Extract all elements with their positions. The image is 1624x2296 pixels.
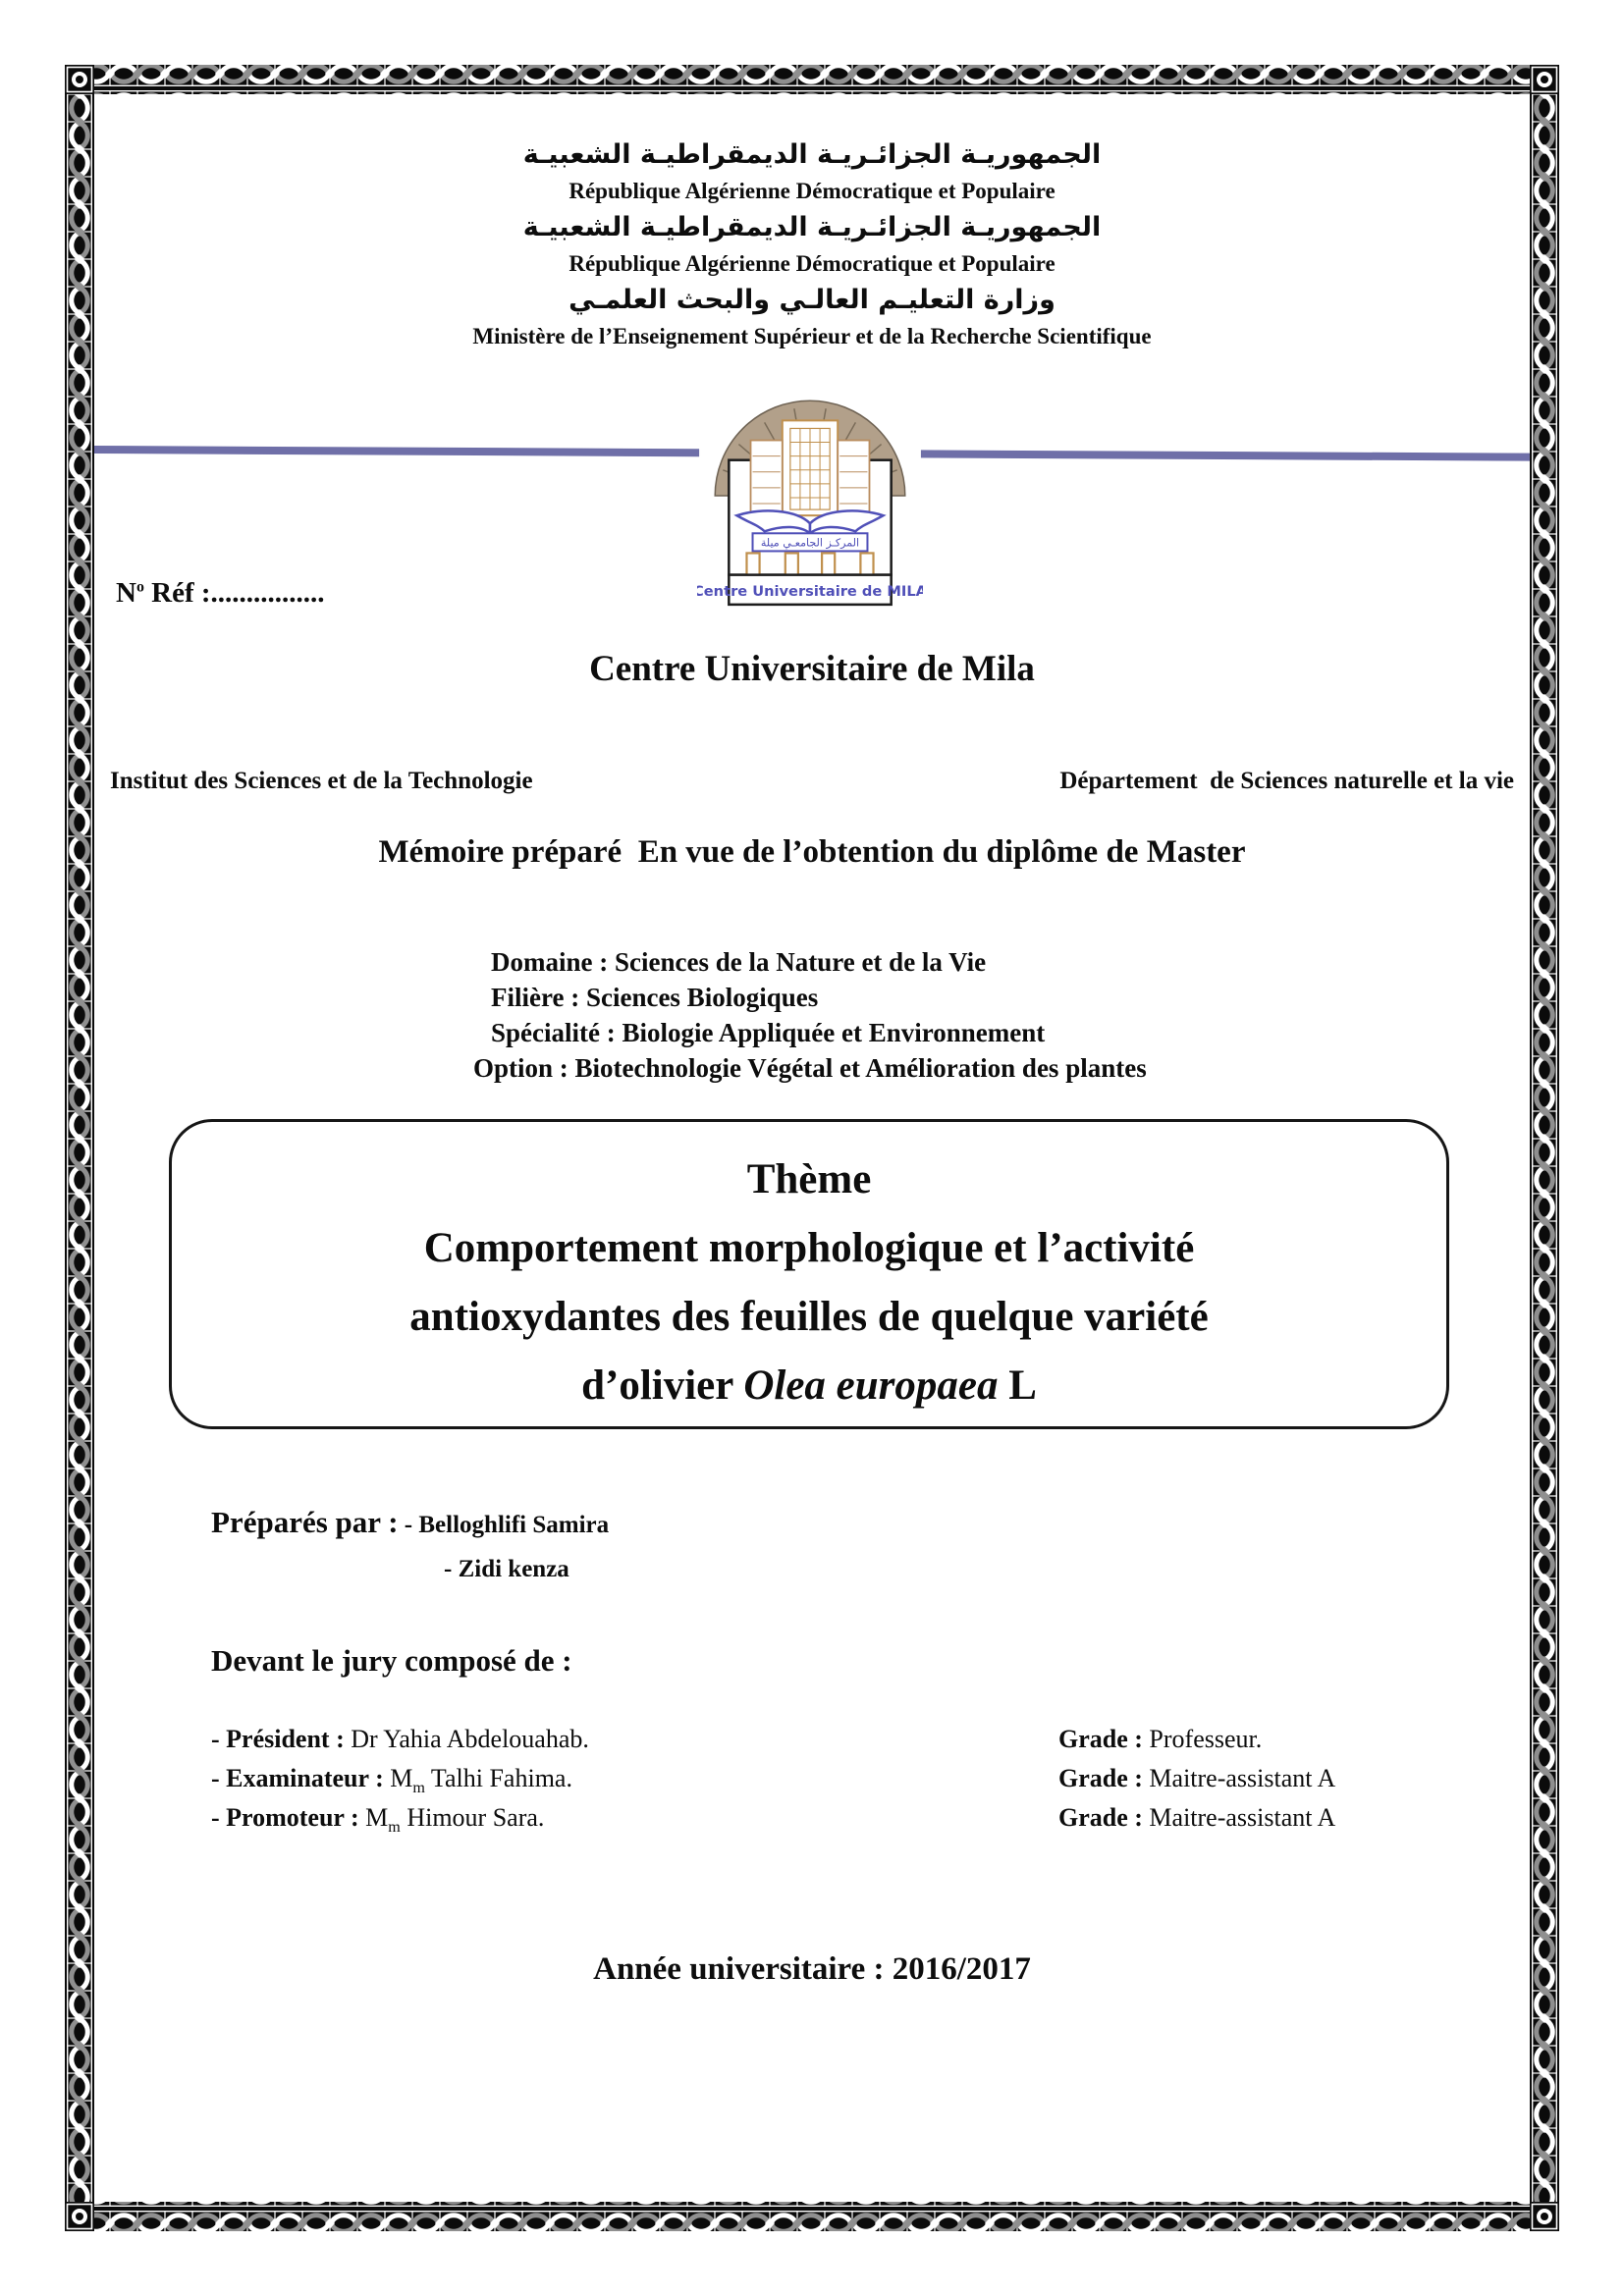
logo-caption: Centre Universitaire de MILA xyxy=(697,582,923,600)
prepared-by-label: Préparés par : xyxy=(211,1505,399,1539)
jury-member-name: Dr Yahia Abdelouahab. xyxy=(344,1725,589,1753)
institute-department-row xyxy=(110,768,1514,795)
university-logo xyxy=(697,375,923,620)
grade-value: Maitre-assistant A xyxy=(1142,1803,1336,1832)
jury-name-subscript: m xyxy=(388,1819,401,1837)
grade-label: Grade : xyxy=(1058,1803,1143,1832)
department-name: Département de Sciences naturelle et la vie xyxy=(1059,768,1514,794)
grade-label: Grade : xyxy=(1058,1764,1143,1792)
grade-value: Maitre-assistant A xyxy=(1142,1764,1336,1792)
header-block xyxy=(98,135,1526,353)
border-corner-bottom-left xyxy=(65,2202,94,2231)
jury-role-label: - Promoteur : xyxy=(211,1803,359,1832)
republic-name-arabic-2: الجمهوريـة الجزائـريـة الديمقراطيـة الشعبيـة xyxy=(522,212,1102,242)
ministry-french: Ministère de l’Enseignement Supérieur et de la Recherche Scientifique xyxy=(472,324,1152,348)
jury-row-promoteur xyxy=(211,1803,1516,1842)
theme-heading: Thème xyxy=(746,1156,872,1202)
option-line: Option : Biotechnologie Végétal et Amélioration des plantes xyxy=(473,1053,1147,1083)
theme-box xyxy=(169,1119,1449,1429)
specialite-line: Spécialité : Biologie Appliquée et Environnement xyxy=(491,1018,1046,1047)
institute-name: Institut des Sciences et de la Technologie xyxy=(110,768,533,794)
republic-name-french: République Algérienne Démocratique et Populaire xyxy=(568,179,1056,203)
jury-row-president xyxy=(211,1725,1516,1764)
republic-name-arabic: الجمهوريـة الجزائـريـة الديمقراطيـة الشعبيـة xyxy=(522,139,1102,170)
grade-label: Grade : xyxy=(1058,1725,1143,1753)
ref-ordinal: o xyxy=(135,578,144,596)
theme-line3-suffix: L xyxy=(998,1362,1037,1409)
jury-role-label: - Président : xyxy=(211,1725,345,1753)
ref-prefix: N xyxy=(116,577,136,609)
jury-name-initial: M xyxy=(383,1764,413,1792)
prepared-by xyxy=(211,1505,609,1540)
theme-line3-prefix: d’olivier xyxy=(581,1362,744,1409)
domaine-line: Domaine : Sciences de la Nature et de la Vie xyxy=(491,947,987,977)
border-corner-bottom-right xyxy=(1530,2202,1559,2231)
jury-row-examinateur xyxy=(211,1764,1516,1803)
filiere-line: Filière : Sciences Biologiques xyxy=(491,983,819,1012)
theme-title-line2: antioxydantes des feuilles de quelque variété xyxy=(409,1294,1209,1340)
program-details xyxy=(473,944,1147,1086)
author-1: - Belloghlifi Samira xyxy=(398,1512,610,1538)
building-tower xyxy=(783,420,838,515)
jury-member-name: Talhi Fahima. xyxy=(424,1764,572,1792)
ref-dots: Réf :................ xyxy=(143,577,325,609)
border-corner-top-right xyxy=(1530,65,1559,94)
academic-year: Année universitaire : 2016/2017 xyxy=(593,1951,1031,1987)
theme-title-line3 xyxy=(172,1352,1446,1420)
grade-value: Professeur. xyxy=(1142,1725,1263,1753)
jury-role-label: - Examinateur : xyxy=(211,1764,384,1792)
author-2: - Zidi kenza xyxy=(444,1556,569,1582)
jury-name-subscript: m xyxy=(412,1780,425,1797)
theme-title-line1: Comportement morphologique et l’activité xyxy=(423,1225,1195,1271)
republic-name-french-2: République Algérienne Démocratique et Populaire xyxy=(568,251,1056,276)
ministry-arabic: وزارة التعليـم العالـي والبحث العلمـي xyxy=(568,285,1056,315)
university-title: Centre Universitaire de Mila xyxy=(589,649,1035,689)
logo-book-text: المركـز الجامعـي ميلة xyxy=(760,536,860,550)
theme-species-name: Olea europaea xyxy=(743,1362,999,1409)
jury-heading: Devant le jury composé de : xyxy=(211,1643,572,1678)
jury-name-initial: M xyxy=(358,1803,389,1832)
memoire-statement: Mémoire préparé En vue de l’obtention du diplôme de Master xyxy=(378,834,1246,870)
reference-number xyxy=(116,577,325,610)
border-corner-top-left xyxy=(65,65,94,94)
jury-member-name: Himour Sara. xyxy=(400,1803,545,1832)
